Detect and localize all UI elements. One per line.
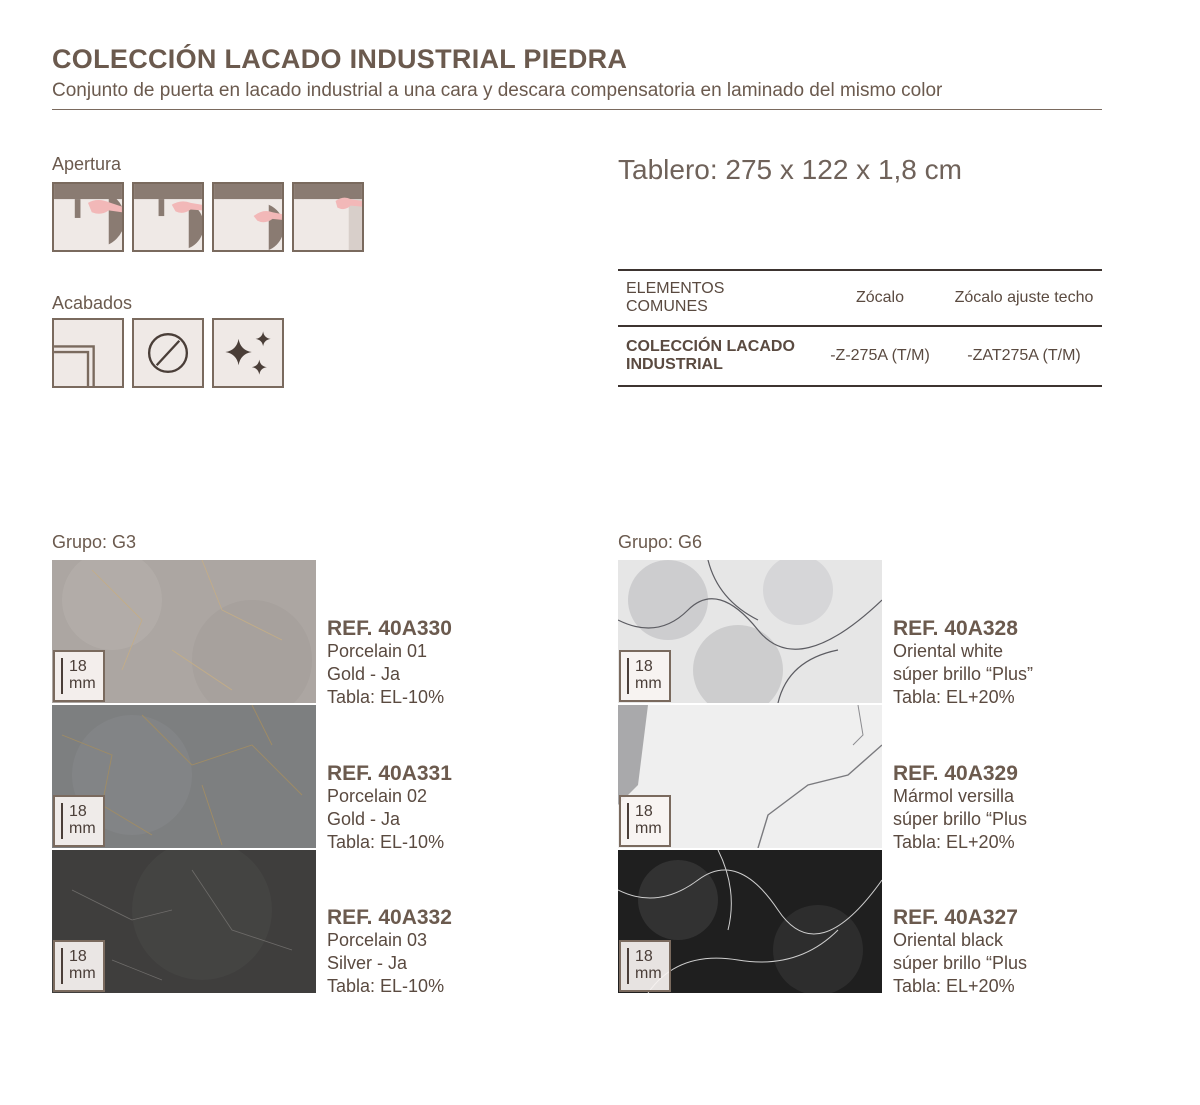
group-g6-label: Grupo: G6 <box>618 532 703 552</box>
caption-40a327: REF. 40A327 Oriental black súper brillo “Plus Tabla: EL+20% <box>893 906 1028 996</box>
swatch-porcelain-01 <box>52 560 316 703</box>
handle-pull-icon-2 <box>132 182 204 252</box>
thickness-badge: 18 mm <box>619 940 671 992</box>
acabados-icons <box>52 318 284 388</box>
corner-edge-icon <box>52 318 124 388</box>
handle-pull-icon-4 <box>292 182 364 252</box>
spec-header-elements: ELEMENTOS COMUNES <box>626 280 725 315</box>
header-divider <box>52 109 1102 110</box>
page-title: COLECCIÓN LACADO INDUSTRIAL PIEDRA <box>52 44 628 74</box>
spec-header-zocalo: Zócalo <box>855 289 905 306</box>
swatch-oriental-black <box>618 850 882 993</box>
spec-header-zocalo-techo: Zócalo ajuste techo <box>954 289 1094 306</box>
swatch-oriental-white <box>618 560 882 703</box>
swatch-porcelain-02 <box>52 705 316 848</box>
thickness-badge: 18 mm <box>53 650 105 702</box>
spec-row-collection: COLECCIÓN LACADO INDUSTRIAL <box>626 338 795 373</box>
handle-pull-icon-1 <box>52 182 124 252</box>
caption-40a330: REF. 40A330 Porcelain 01 Gold - Ja Tabla: EL-10% <box>327 617 452 707</box>
group-g3-label: Grupo: G3 <box>52 532 137 552</box>
page-subtitle: Conjunto de puerta en lacado industrial a una cara y descara compensatoria en laminado del mismo color <box>52 80 943 101</box>
thickness-badge: 18 mm <box>619 650 671 702</box>
handle-pull-icon-3 <box>212 182 284 252</box>
sparkle-gloss-icon <box>212 318 284 388</box>
thickness-badge: 18 mm <box>53 795 105 847</box>
caption-40a328: REF. 40A328 Oriental white súper brillo “Plus” Tabla: EL+20% <box>893 617 1034 707</box>
spec-row-zocalo-techo: -ZAT275A (T/M) <box>967 347 1081 364</box>
thickness-badge: 18 mm <box>619 795 671 847</box>
spec-row-zocalo: -Z-275A (T/M) <box>830 347 930 364</box>
swatch-porcelain-03 <box>52 850 316 993</box>
thickness-badge: 18 mm <box>53 940 105 992</box>
swatch-marmol-versilla <box>618 705 882 848</box>
board-dimensions: Tablero: 275 x 122 x 1,8 cm <box>618 154 962 185</box>
matte-finish-icon <box>132 318 204 388</box>
acabados-label: Acabados <box>52 293 133 313</box>
apertura-icons <box>52 182 364 252</box>
caption-40a329: REF. 40A329 Mármol versilla súper brillo “Plus Tabla: EL+20% <box>893 762 1028 852</box>
apertura-label: Apertura <box>52 154 122 174</box>
caption-40a331: REF. 40A331 Porcelain 02 Gold - Ja Tabla: EL-10% <box>327 762 452 852</box>
spec-table <box>618 269 1102 387</box>
caption-40a332: REF. 40A332 Porcelain 03 Silver - Ja Tabla: EL-10% <box>327 906 452 996</box>
